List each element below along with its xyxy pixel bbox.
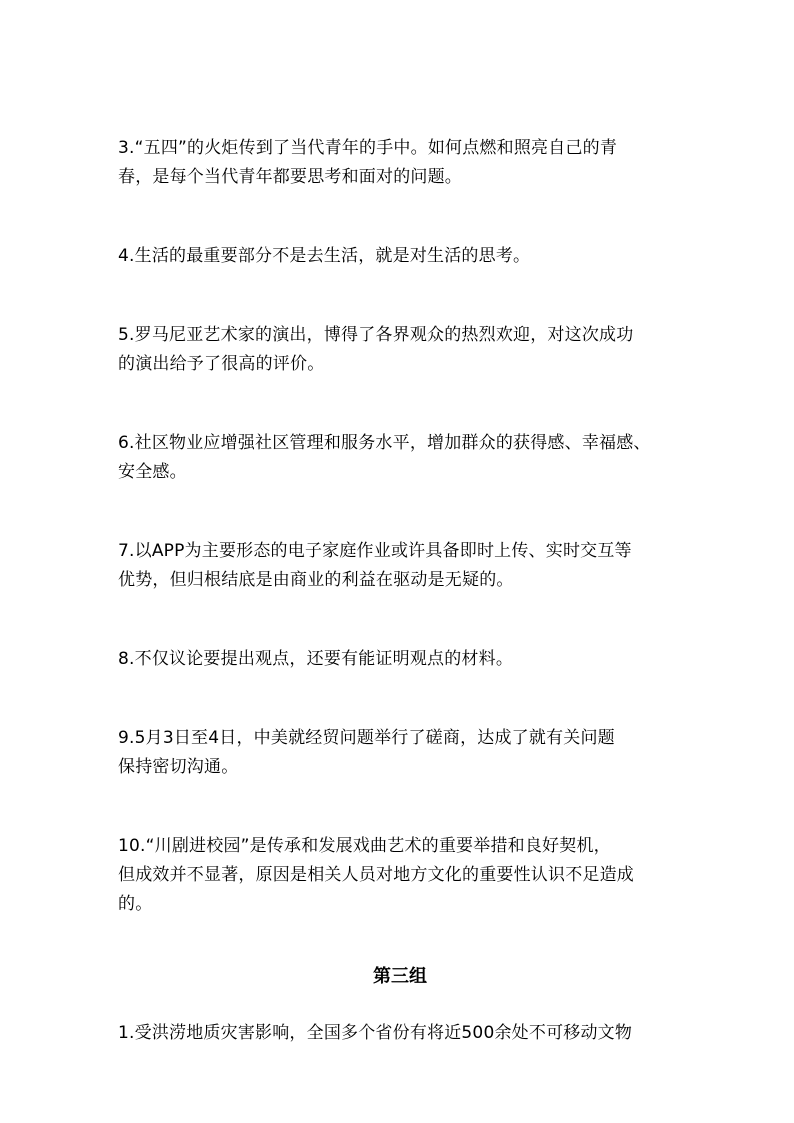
list-item [118,429,682,487]
item-line: 的。 [118,894,153,914]
item-line: 5.罗马尼亚艺术家的演出，博得了各界观众的热烈欢迎，对这次成功 [118,325,634,345]
list-item [118,134,682,192]
item-line: 优势，但归根结底是由商业的利益在驱动是无疑的。 [118,570,514,590]
section-heading: 第三组 [373,966,427,987]
item-line: 10.“川剧进校园”是传承和发展戏曲艺术的重要举措和良好契机， [118,836,611,856]
list-item [118,832,682,919]
list-item [118,724,682,782]
item-line: 安全感。 [118,462,187,482]
item-line: 4.生活的最重要部分不是去生活，就是对生活的思考。 [118,246,531,266]
document-content [118,134,682,1098]
list-item [118,645,682,674]
list-item [118,321,682,379]
item-line: 8.不仅议论要提出观点，还要有能证明观点的材料。 [118,649,514,669]
list-item [118,537,682,595]
item-line: 1.受洪涝地质灾害影响，全国多个省份有将近500余处不可移动文物 [118,1023,633,1043]
item-line: 3.“五四”的火炬传到了当代青年的手中。如何点燃和照亮自己的青 [118,138,618,158]
list-item [118,1019,682,1048]
item-line: 9.5月3日至4日，中美就经贸问题举行了磋商，达成了就有关问题 [118,728,615,748]
item-line: 春，是每个当代青年都要思考和面对的问题。 [118,167,462,187]
item-line: 但成效并不显著，原因是相关人员对地方文化的重要性认识不足造成 [118,865,634,885]
item-line: 保持密切沟通。 [118,757,239,777]
list-item [118,242,682,271]
item-line: 的演出给予了很高的评价。 [118,354,325,374]
item-line: 6.社区物业应增强社区管理和服务水平，增加群众的获得感、幸福感、 [118,433,651,453]
item-line: 7.以APP为主要形态的电子家庭作业或许具备即时上传、实时交互等 [118,541,632,561]
